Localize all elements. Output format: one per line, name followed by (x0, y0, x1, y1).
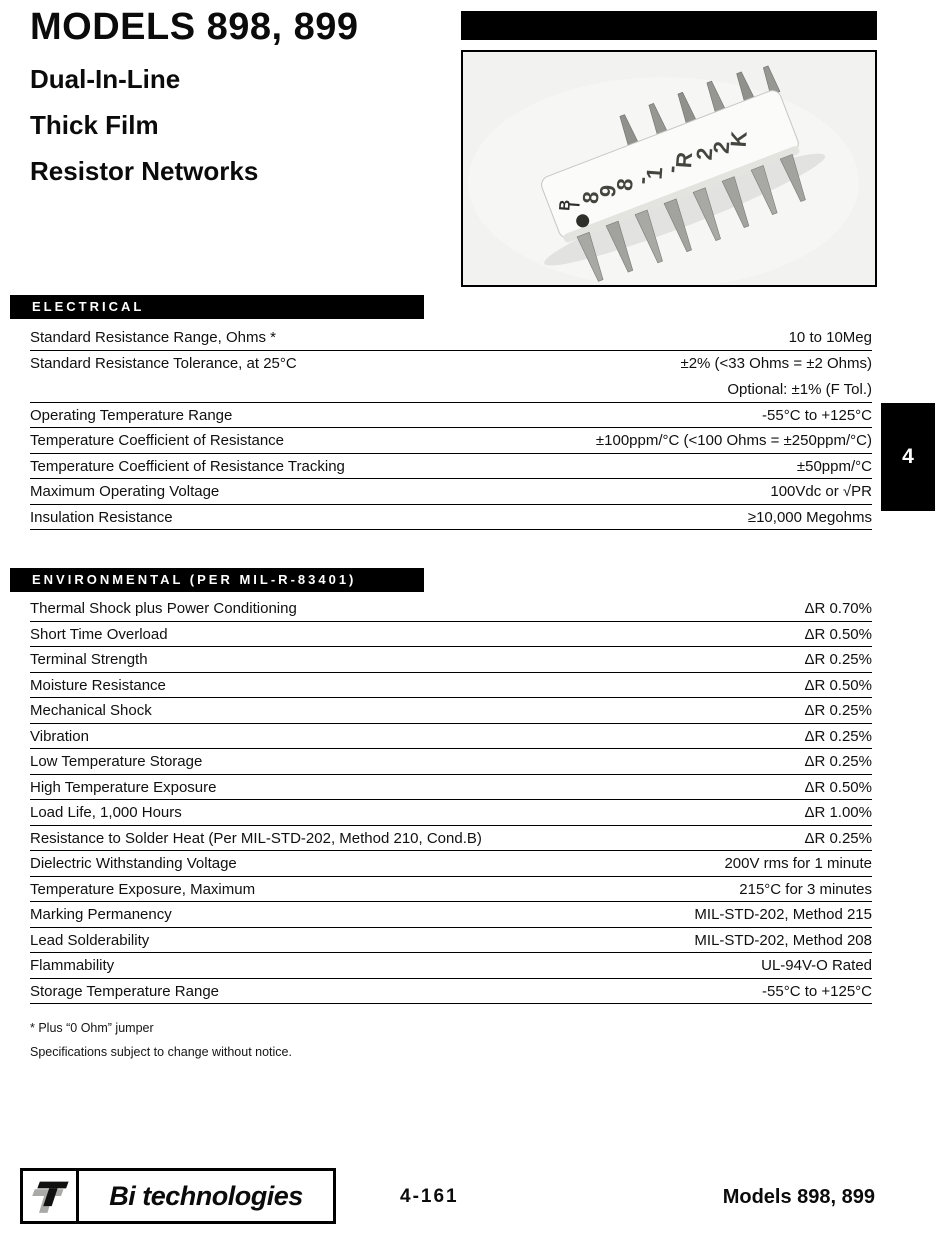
page-number: 4-161 (400, 1186, 459, 1207)
spec-label: Insulation Resistance (30, 508, 173, 526)
subtitle-line-1: Dual-In-Line (30, 64, 181, 94)
subtitle-line-3: Resistor Networks (30, 156, 259, 186)
spec-value: ΔR 0.25% (804, 702, 872, 719)
spec-label: Operating Temperature Range (30, 406, 233, 424)
spec-value: UL-94V-O Rated (761, 957, 872, 974)
spec-row (30, 622, 872, 648)
package-brand-mark: BI (556, 199, 584, 212)
chapter-tab: 4 (881, 403, 935, 511)
spec-row (30, 851, 872, 877)
spec-label: Low Temperature Storage (30, 753, 203, 770)
page-subtitles (30, 56, 359, 194)
spec-label: Temperature Coefficient of Resistance (30, 432, 285, 449)
spec-label: Resistance to Solder Heat (Per MIL-STD-202, Method 210, Cond.B) (30, 829, 482, 847)
spec-value: 215°C for 3 minutes (739, 880, 872, 898)
spec-value: ΔR 0.25% (804, 651, 872, 668)
spec-row (30, 928, 872, 954)
spec-label: Standard Resistance Range, Ohms * (30, 329, 276, 346)
page-title: MODELS 898, 899 (30, 6, 359, 48)
spec-label: Marking Permanency (30, 906, 172, 923)
subtitle-line-2: Thick Film (30, 110, 159, 140)
spec-row (30, 826, 872, 852)
spec-value: 10 to 10Meg (788, 329, 872, 346)
spec-label: Temperature Coefficient of Resistance Tracking (30, 457, 345, 475)
spec-row (30, 403, 872, 429)
spec-row (30, 673, 872, 699)
spec-value: ΔR 1.00% (804, 804, 872, 821)
top-black-bar (461, 11, 877, 40)
section-header-electrical: ELECTRICAL (10, 295, 424, 319)
electrical-spec-table (30, 325, 872, 530)
spec-row (30, 749, 872, 775)
spec-row (30, 479, 872, 505)
spec-value: ΔR 0.25% (804, 829, 872, 847)
spec-value: MIL-STD-202, Method 208 (694, 931, 872, 949)
package-part-number: 898-1-R22K (577, 124, 753, 205)
spec-row (30, 325, 872, 351)
spec-label: Load Life, 1,000 Hours (30, 804, 182, 821)
spec-row (30, 800, 872, 826)
footer-doc-reference: Models 898, 899 (722, 1186, 875, 1208)
footnote-disclaimer: Specifications subject to change without notice. (30, 1045, 292, 1059)
spec-label: Standard Resistance Tolerance, at 25°C (30, 354, 297, 372)
spec-row (30, 902, 872, 928)
spec-row (30, 953, 872, 979)
spec-label: Storage Temperature Range (30, 982, 220, 1000)
spec-value: MIL-STD-202, Method 215 (694, 906, 872, 923)
spec-row (30, 979, 872, 1005)
spec-label: Moisture Resistance (30, 676, 166, 694)
footnotes (30, 1021, 292, 1069)
spec-row (30, 428, 872, 454)
company-logo-text: Bi technologies (109, 1180, 303, 1211)
spec-value: ≥10,000 Megohms (747, 508, 872, 526)
spec-value: 100Vdc or √PR (770, 483, 872, 500)
spec-label: Dielectric Withstanding Voltage (30, 855, 237, 872)
spec-value: ΔR 0.50% (804, 625, 872, 643)
spec-label: Lead Solderability (30, 931, 150, 949)
spec-value: ±2% (<33 Ohms = ±2 Ohms) Optional: ±1% (F Tol.) (680, 354, 872, 398)
spec-value: -55°C to +125°C (762, 982, 872, 1000)
spec-value: ΔR 0.25% (804, 727, 872, 745)
spec-row (30, 351, 872, 403)
company-logo-box (20, 1168, 336, 1224)
product-photo (463, 52, 875, 285)
spec-row (30, 505, 872, 531)
spec-value: ΔR 0.70% (804, 600, 872, 617)
spec-label: High Temperature Exposure (30, 778, 217, 796)
spec-row (30, 698, 872, 724)
section-header-environmental: ENVIRONMENTAL (PER MIL-R-83401) (10, 568, 424, 592)
spec-row (30, 454, 872, 480)
spec-row (30, 877, 872, 903)
spec-value: 200V rms for 1 minute (724, 855, 872, 872)
spec-row (30, 724, 872, 750)
spec-value-optional: Optional: ±1% (F Tol.) (727, 381, 872, 398)
title-block (30, 6, 359, 194)
spec-value: ±100ppm/°C (<100 Ohms = ±250ppm/°C) (595, 432, 872, 449)
environmental-spec-table (30, 596, 872, 1004)
spec-label: Vibration (30, 727, 89, 745)
spec-value: -55°C to +125°C (762, 406, 872, 424)
spec-value: ±50ppm/°C (796, 457, 872, 475)
spec-row (30, 775, 872, 801)
spec-label: Maximum Operating Voltage (30, 483, 220, 500)
spec-label: Mechanical Shock (30, 702, 152, 719)
spec-value: ΔR 0.50% (804, 676, 872, 694)
spec-label: Thermal Shock plus Power Conditioning (30, 600, 297, 617)
product-photo-frame (461, 50, 877, 287)
spec-label: Flammability (30, 957, 115, 974)
spec-label: Terminal Strength (30, 651, 148, 668)
spec-label: Short Time Overload (30, 625, 168, 643)
spec-row (30, 596, 872, 622)
tt-logo-icon (23, 1171, 79, 1221)
spec-row (30, 647, 872, 673)
spec-label: Temperature Exposure, Maximum (30, 880, 256, 898)
footnote-jumper: * Plus “0 Ohm” jumper (30, 1021, 154, 1035)
spec-value: ΔR 0.50% (804, 778, 872, 796)
spec-value: ΔR 0.25% (804, 753, 872, 770)
